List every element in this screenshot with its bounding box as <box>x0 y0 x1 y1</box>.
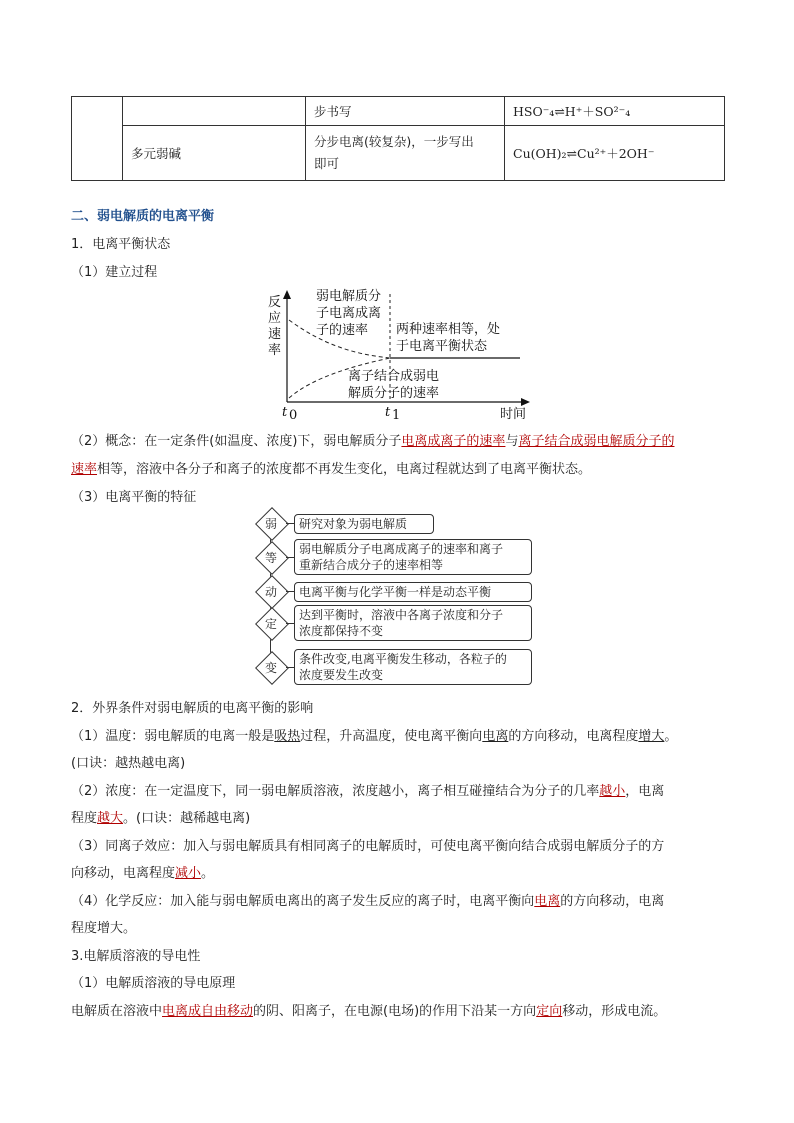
subsection-item: （1）电解质溶液的导电原理 <box>71 976 236 991</box>
feature-box <box>294 605 532 641</box>
text-span: （4）化学反应：加入能与弱电解质电离出的离子发生反应的离子时，电离平衡向 <box>71 894 535 909</box>
highlight-term: 越大 <box>97 811 124 826</box>
text-span: 相等，溶液中各分子和离子的浓度都不再发生变化，电离过程就达到了电离平衡状态。 <box>97 462 592 477</box>
feature-text: 电离平衡与化学平衡一样是动态平衡 <box>299 585 492 599</box>
text-span: 的方向移动，电离程度 <box>508 729 639 744</box>
equilibrium-features-diagram <box>258 512 538 688</box>
annotation-line: 子电离成离 <box>316 306 382 321</box>
feature-box <box>294 539 532 575</box>
concept-line-2 <box>71 458 591 477</box>
annotation-line: 于电离平衡状态 <box>396 339 488 354</box>
feature-text: 弱电解质分子电离成离子的速率和离子 <box>299 542 504 556</box>
text-span: 的阴、阳离子，在电源(电场)的作用下沿某一方向 <box>253 1004 537 1019</box>
annotation-line: 子的速率 <box>316 323 369 338</box>
feature-text: 浓度要发生改变 <box>299 668 384 682</box>
feature-key: 弱 <box>264 517 277 531</box>
connector-tick <box>286 557 294 558</box>
t0-subscript: 0 <box>289 408 298 422</box>
highlight-term: 速率 <box>71 462 98 477</box>
connector-tick <box>286 523 294 524</box>
x-axis-label: 时间 <box>500 407 527 422</box>
text-span: 移动，形成电流。 <box>562 1004 667 1019</box>
highlight-term: 离子结合成弱电解质分子的 <box>518 434 675 449</box>
text-span: 程度 <box>71 811 98 826</box>
annotation-line: 两种速率相等，处 <box>396 322 501 337</box>
t0-label: t <box>282 405 288 420</box>
y-label-char: 率 <box>268 343 282 358</box>
text-span: （2）浓度：在一定温度下，同一弱电解质溶液，浓度越小，离子相互碰撞结合为分子的几率 <box>71 784 600 799</box>
text-span: 过程，升高温度，使电离平衡向 <box>300 729 483 744</box>
text-span: 。 <box>201 866 215 881</box>
table-cell: 多元弱碱 <box>123 126 306 181</box>
table-cell: HSO⁻₄⇌H⁺＋SO²⁻₄ <box>505 97 725 126</box>
connector-tick <box>286 623 294 624</box>
feature-key: 定 <box>264 617 277 631</box>
y-label-char: 反 <box>268 295 282 310</box>
t1-subscript: 1 <box>392 408 401 422</box>
table-row <box>72 126 725 181</box>
subsection-item: （3）电离平衡的特征 <box>71 490 197 505</box>
text-span: 。 <box>664 729 678 744</box>
highlight-term: 电离成自由移动 <box>162 1004 254 1019</box>
table-cell: Cu(OH)₂⇌Cu²⁺＋2OH⁻ <box>505 126 725 181</box>
table-cell <box>72 97 123 181</box>
text-span: ，电离 <box>625 784 665 799</box>
feature-text: 达到平衡时，溶液中各离子浓度和分子 <box>299 608 504 622</box>
x-axis-arrow <box>521 398 530 406</box>
mnemonic: (口诀：越热越电离) <box>71 756 186 771</box>
subsection-item: （1）建立过程 <box>71 265 158 280</box>
section-heading: 二、弱电解质的电离平衡 <box>71 209 215 224</box>
connector-tick <box>286 591 294 592</box>
highlight-term: 电离成离子的速率 <box>401 434 506 449</box>
y-axis-arrow <box>283 290 291 299</box>
feature-key: 等 <box>264 551 277 565</box>
annotation-line: 弱电解质分 <box>316 289 382 304</box>
highlight-term: 电离 <box>534 894 561 909</box>
text-span: 与 <box>505 434 519 449</box>
highlight-term: 减小 <box>175 866 202 881</box>
connector-tick <box>286 667 294 668</box>
text-span: 。(口诀：越稀越电离) <box>123 811 251 826</box>
text-span: 向移动，电离程度 <box>71 866 176 881</box>
temperature-line <box>71 725 677 744</box>
feature-text: 条件改变,电离平衡发生移动，各粒子的 <box>299 652 507 666</box>
common-ion-line-2 <box>71 862 214 881</box>
feature-key: 动 <box>264 585 277 599</box>
reaction-line-2: 程度增大。 <box>71 921 137 936</box>
highlight-term: 吸热 <box>274 729 301 744</box>
y-label-char: 速 <box>268 327 282 342</box>
feature-key: 变 <box>264 661 277 675</box>
feature-box <box>294 514 434 534</box>
feature-box <box>294 649 532 685</box>
text-span: 电解质在溶液中 <box>71 1004 163 1019</box>
t1-label: t <box>385 405 391 420</box>
table-cell <box>306 126 505 181</box>
feature-text: 研究对象为弱电解质 <box>299 517 408 531</box>
highlight-term: 电离 <box>482 729 509 744</box>
conduction-line <box>71 1000 666 1019</box>
reaction-line-1 <box>71 890 664 909</box>
y-label-char: 应 <box>268 311 282 326</box>
highlight-term: 增大 <box>638 729 665 744</box>
table-row <box>72 97 725 126</box>
feature-text: 重新结合成分子的速率相等 <box>299 558 444 572</box>
annotation-line: 离子结合成弱电 <box>348 369 440 384</box>
concentration-line-2 <box>71 807 250 826</box>
highlight-term: 定向 <box>536 1004 563 1019</box>
concept-line-1 <box>71 430 674 449</box>
common-ion-line-1: （3）同离子效应：加入与弱电解质具有相同离子的电解质时，可使电离平衡向结合成弱电解质分子的方 <box>71 839 665 854</box>
concentration-line-1 <box>71 780 664 799</box>
annotation-line: 解质分子的速率 <box>348 386 440 401</box>
table-cell <box>123 97 306 126</box>
highlight-term: 越小 <box>599 784 626 799</box>
subsection-title: 3.电解质溶液的导电性 <box>71 949 201 964</box>
feature-text: 浓度都保持不变 <box>299 624 384 638</box>
text-span: （2）概念：在一定条件(如温度、浓度)下，弱电解质分子 <box>71 434 402 449</box>
text-span: 的方向移动，电离 <box>560 894 665 909</box>
electrolyte-table <box>71 96 725 181</box>
subsection-title: 1．电离平衡状态 <box>71 237 171 252</box>
table-cell: 步书写 <box>306 97 505 126</box>
cell-line: 即可 <box>314 156 340 171</box>
subsection-title: 2．外界条件对弱电解质的电离平衡的影响 <box>71 701 314 716</box>
ionization-rate-diagram <box>262 286 538 422</box>
feature-box <box>294 582 532 602</box>
cell-line: 分步电离(较复杂)，一步写出 <box>314 134 474 149</box>
text-span: （1）温度：弱电解质的电离一般是 <box>71 729 275 744</box>
